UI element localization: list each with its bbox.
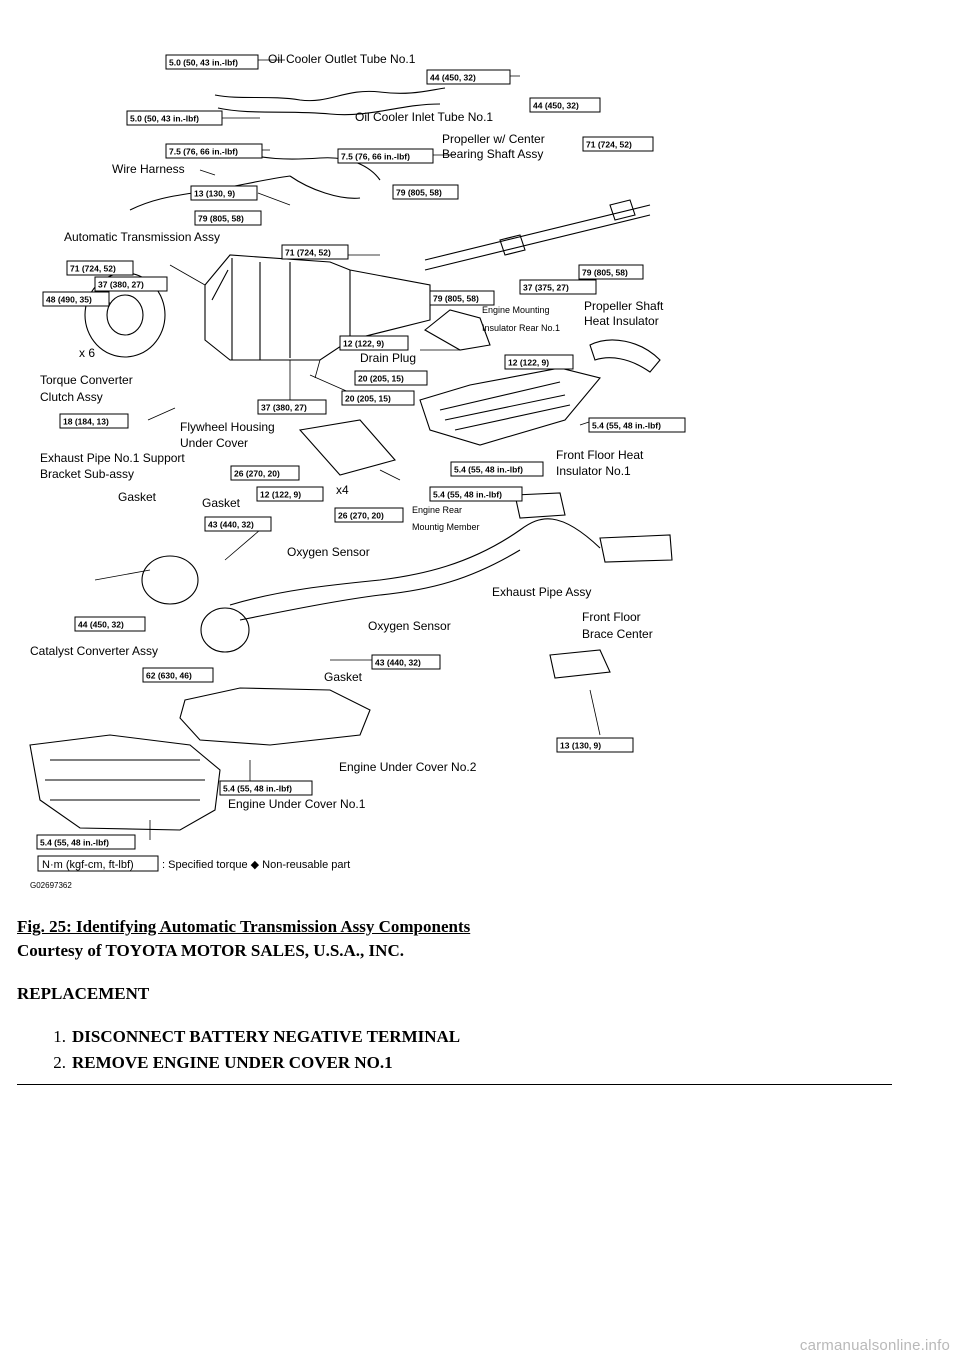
label-automatic-transmission: Automatic Transmission Assy [64, 230, 221, 244]
torque-value: 26 (270, 20) [338, 510, 384, 521]
label-x6: x 6 [79, 346, 96, 360]
torque-box [127, 111, 222, 125]
label-exhaust-pipe: Exhaust Pipe Assy [492, 585, 592, 599]
torque-box [430, 487, 522, 501]
torque-box [60, 414, 128, 428]
label-gasket-2: Gasket [202, 496, 241, 510]
torque-box [95, 277, 167, 291]
label-engine-mounting: Engine Mounting [482, 305, 550, 315]
torque-value: 71 (724, 52) [586, 139, 632, 150]
horizontal-rule [17, 1084, 892, 1085]
label-engine-under-cover-2: Engine Under Cover No.2 [339, 760, 477, 774]
callout-labels [30, 52, 664, 811]
torque-value: 43 (440, 32) [375, 657, 421, 668]
torque-box [143, 668, 213, 682]
step-number: 2. [53, 1053, 66, 1072]
torque-box [338, 149, 433, 163]
watermark-text: carmanualsonline.info [799, 1337, 950, 1354]
label-front-floor-heat: Front Floor Heat [556, 448, 644, 462]
torque-box [195, 211, 261, 225]
label-gasket-1: Gasket [118, 490, 157, 504]
label-gasket-3: Gasket [324, 670, 363, 684]
torque-value: 5.0 (50, 43 in.-lbf) [169, 57, 238, 68]
torque-value: 5.0 (50, 43 in.-lbf) [130, 113, 199, 124]
torque-value: 7.5 (76, 66 in.-lbf) [169, 146, 238, 157]
label-oil-cooler-inlet: Oil Cooler Inlet Tube No.1 [355, 110, 494, 124]
label-front-floor-heat-2: Insulator No.1 [556, 464, 631, 478]
torque-value: 20 (205, 15) [358, 373, 404, 384]
torque-value: 5.4 (55, 48 in.-lbf) [223, 783, 292, 794]
section-heading: REPLACEMENT [17, 984, 150, 1003]
label-oil-cooler-outlet: Oil Cooler Outlet Tube No.1 [268, 52, 416, 66]
torque-value: 5.4 (55, 48 in.-lbf) [592, 420, 661, 431]
torque-box [191, 186, 257, 200]
label-front-floor-brace: Front Floor [582, 610, 641, 624]
label-exhaust-support-2: Bracket Sub-assy [40, 467, 135, 481]
label-torque-converter: Torque Converter [40, 373, 133, 387]
torque-box [258, 400, 326, 414]
label-torque-converter-2: Clutch Assy [40, 390, 103, 404]
engine-under-cover-1-shape [30, 735, 220, 830]
label-catalyst: Catalyst Converter Assy [30, 644, 159, 658]
label-engine-rear-member-2: Mountig Member [412, 522, 480, 532]
torque-box [430, 291, 494, 305]
label-engine-rear-member: Engine Rear [412, 505, 463, 515]
label-oxygen-sensor-2: Oxygen Sensor [368, 619, 451, 633]
torque-value: 71 (724, 52) [285, 247, 331, 258]
torque-box [427, 70, 510, 84]
torque-box [282, 245, 348, 259]
label-drain-plug: Drain Plug [360, 351, 417, 365]
label-front-floor-brace-2: Brace Center [582, 627, 653, 641]
torque-box [67, 261, 133, 275]
torque-box [583, 137, 653, 151]
figure-courtesy: Courtesy of TOYOTA MOTOR SALES, U.S.A., INC. [17, 941, 404, 960]
torque-value: 79 (805, 58) [582, 267, 628, 278]
torque-value: 18 (184, 13) [63, 416, 109, 427]
torque-value: 5.4 (55, 48 in.-lbf) [40, 837, 109, 848]
torque-box [75, 617, 145, 631]
label-wire-harness: Wire Harness [112, 162, 185, 176]
torque-box [355, 371, 427, 385]
label-prop-heat-insulator: Propeller Shaft [584, 299, 664, 313]
torque-value: 12 (122, 9) [343, 338, 385, 349]
torque-value: 43 (440, 32) [208, 519, 254, 530]
step-item [17, 1027, 460, 1053]
step-text: REMOVE ENGINE UNDER COVER NO.1 [72, 1053, 393, 1072]
label-oxygen-sensor-1: Oxygen Sensor [287, 545, 370, 559]
torque-box [505, 355, 573, 369]
label-engine-under-cover-1: Engine Under Cover No.1 [228, 797, 366, 811]
torque-box [37, 835, 135, 849]
front-floor-heat-insulator-shape [420, 368, 600, 445]
torque-value: 71 (724, 52) [70, 263, 116, 274]
legend [30, 856, 350, 890]
figure-code: G02697362 [30, 881, 72, 890]
torque-box [166, 55, 258, 69]
torque-value: 13 (130, 9) [194, 188, 236, 199]
torque-box [205, 517, 271, 531]
torque-box [43, 292, 109, 306]
front-brace-shape [550, 650, 610, 678]
torque-box [231, 466, 299, 480]
torque-box [579, 265, 643, 279]
torque-value: 44 (450, 32) [78, 619, 124, 630]
torque-value: 7.5 (76, 66 in.-lbf) [341, 151, 410, 162]
torque-value: 37 (375, 27) [523, 282, 569, 293]
label-flywheel-housing: Flywheel Housing [180, 420, 275, 434]
step-text: DISCONNECT BATTERY NEGATIVE TERMINAL [72, 1027, 461, 1046]
torque-box [372, 655, 440, 669]
step-list [17, 1027, 460, 1079]
label-exhaust-support: Exhaust Pipe No.1 Support [40, 451, 185, 465]
torque-box [557, 738, 633, 752]
torque-value: 37 (380, 27) [261, 402, 307, 413]
torque-box [220, 781, 312, 795]
torque-value: 79 (805, 58) [396, 187, 442, 198]
torque-box [530, 98, 600, 112]
legend-description: : Specified torque ◆ Non-reusable part [162, 859, 351, 871]
torque-value: 13 (130, 9) [560, 740, 602, 751]
torque-value: 5.4 (55, 48 in.-lbf) [454, 464, 523, 475]
label-engine-mounting-2: Insulator Rear No.1 [482, 323, 561, 333]
torque-box [589, 418, 685, 432]
legend-units: N·m (kgf-cm, ft-lbf) [42, 859, 134, 871]
torque-value: 37 (380, 27) [98, 279, 144, 290]
step-item [17, 1053, 460, 1079]
torque-value: 12 (122, 9) [508, 357, 550, 368]
torque-box [520, 280, 596, 294]
torque-value: 20 (205, 15) [345, 393, 391, 404]
prop-heat-insulator-shape [590, 340, 660, 372]
label-propeller-center: Propeller w/ Center [442, 132, 545, 146]
label-propeller-center-2: Bearing Shaft Assy [442, 147, 544, 161]
torque-box [342, 391, 414, 405]
torque-box [340, 336, 408, 350]
torque-value: 26 (270, 20) [234, 468, 280, 479]
label-flywheel-housing-2: Under Cover [180, 436, 249, 450]
torque-box [166, 144, 262, 158]
torque-value: 79 (805, 58) [433, 293, 479, 304]
torque-box [335, 508, 403, 522]
torque-value: 48 (490, 35) [46, 294, 92, 305]
torque-value: 44 (450, 32) [533, 100, 579, 111]
label-prop-heat-insulator-2: Heat Insulator [584, 314, 659, 328]
label-x4: x4 [336, 483, 349, 497]
torque-value: 12 (122, 9) [260, 489, 302, 500]
torque-value: 5.4 (55, 48 in.-lbf) [433, 489, 502, 500]
torque-box [451, 462, 543, 476]
transmission-exploded-diagram [16, 40, 706, 900]
propeller-shaft-shape [425, 200, 650, 270]
figure-title: Fig. 25: Identifying Automatic Transmission Assy Components [17, 917, 471, 936]
engine-under-cover-2-shape [180, 688, 370, 745]
torque-value: 79 (805, 58) [198, 213, 244, 224]
torque-box [257, 487, 323, 501]
torque-box [393, 185, 458, 199]
torque-value: 44 (450, 32) [430, 72, 476, 83]
step-number: 1. [53, 1027, 66, 1046]
torque-value: 62 (630, 46) [146, 670, 192, 681]
